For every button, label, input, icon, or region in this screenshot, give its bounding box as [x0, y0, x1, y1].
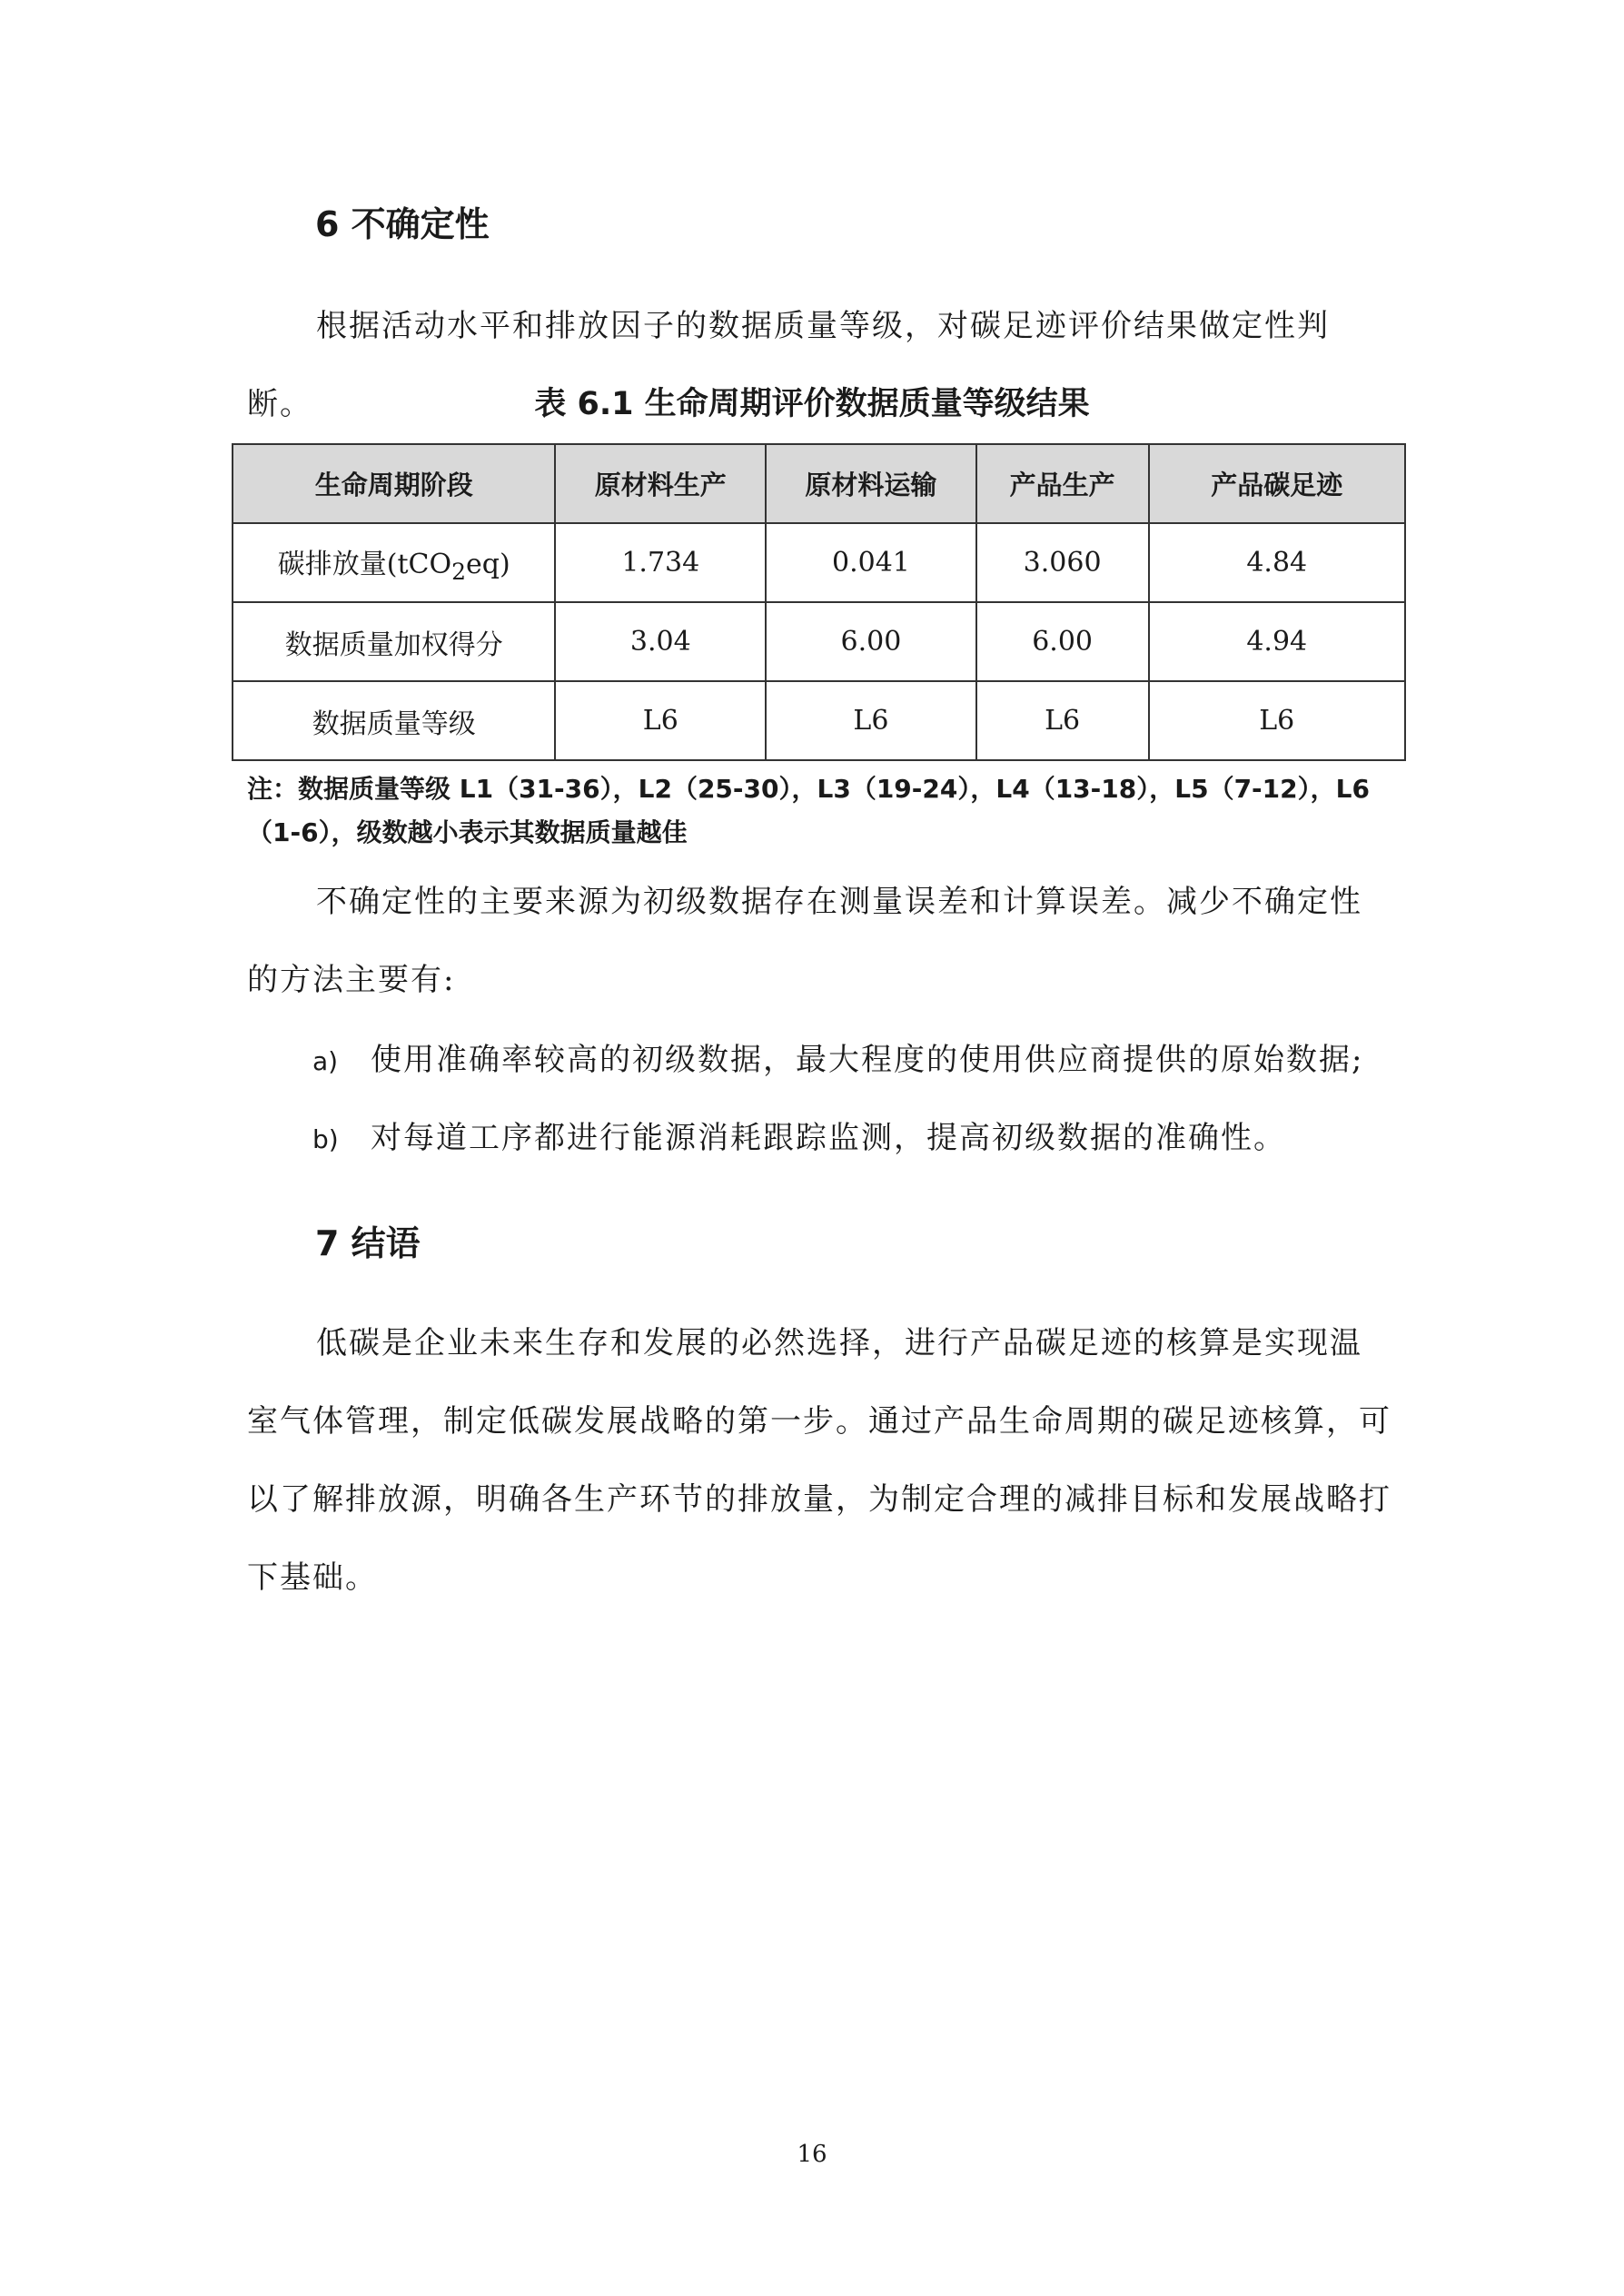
page-number: 16 — [797, 2141, 827, 2168]
table-header-cell: 产品碳足迹 — [1149, 444, 1406, 523]
table-header-row — [233, 444, 1405, 523]
table-cell: L6 — [1149, 681, 1406, 760]
table-cell: 4.84 — [1149, 523, 1406, 602]
quality-table — [232, 443, 1406, 761]
list-item-text: 对每道工序都进行能源消耗跟踪监测，提高初级数据的准确性。 — [371, 1120, 1286, 1156]
table-row — [233, 602, 1405, 681]
table-note: 注：数据质量等级 L1（31-36），L2（25-30），L3（19-24），L4（13-18），L5（7-12），L6（1-6），级数越小表示其数据质量越佳 — [247, 774, 1370, 847]
table-cell: L6 — [766, 681, 976, 760]
conclusion-paragraph: 低碳是企业未来生存和发展的必然选择，进行产品碳足迹的核算是实现温室气体管理，制定低碳发展战略的第一步。通过产品生命周期的碳足迹核算，可以了解排放源，明确各生产环节的排放量，为制定合理的减排目标和发展战略打下基础。 — [247, 1325, 1391, 1596]
list-marker: a) — [312, 1046, 339, 1076]
list-marker: b) — [312, 1124, 339, 1154]
table-header-cell: 产品生产 — [976, 444, 1149, 523]
table-header-cell: 原材料运输 — [766, 444, 976, 523]
table-cell: 1.734 — [555, 523, 766, 602]
list-item-text: 使用准确率较高的初级数据，最大程度的使用供应商提供的原始数据; — [371, 1042, 1364, 1078]
table-row — [233, 681, 1405, 760]
table-cell: 3.060 — [976, 523, 1149, 602]
table-cell: 4.94 — [1149, 602, 1406, 681]
table-header-cell: 生命周期阶段 — [233, 444, 555, 523]
section-7-heading: 7 结语 — [315, 1223, 421, 1263]
uncertainty-paragraph: 不确定性的主要来源为初级数据存在测量误差和计算误差。减少不确定性的方法主要有: — [247, 884, 1362, 998]
section-6-intro: 根据活动水平和排放因子的数据质量等级，对碳足迹评价结果做定性判断。 — [247, 308, 1330, 422]
row-label-emissions: 碳排放量(tCO$_2$eq) — [233, 523, 555, 602]
table-cell: 6.00 — [976, 602, 1149, 681]
table-cell: 3.04 — [555, 602, 766, 681]
table-cell: L6 — [555, 681, 766, 760]
table-row — [233, 523, 1405, 602]
row-label-score: 数据质量加权得分 — [233, 602, 555, 681]
table-header-cell: 原材料生产 — [555, 444, 766, 523]
table-cell: 0.041 — [766, 523, 976, 602]
section-6-heading: 6 不确定性 — [315, 204, 490, 244]
row-label-grade: 数据质量等级 — [233, 681, 555, 760]
list-item — [312, 1037, 1363, 1084]
list-item — [312, 1115, 1286, 1163]
table-cell: 6.00 — [766, 602, 976, 681]
table-caption: 表 6.1 生命周期评价数据质量等级结果 — [534, 386, 1090, 422]
table-cell: L6 — [976, 681, 1149, 760]
